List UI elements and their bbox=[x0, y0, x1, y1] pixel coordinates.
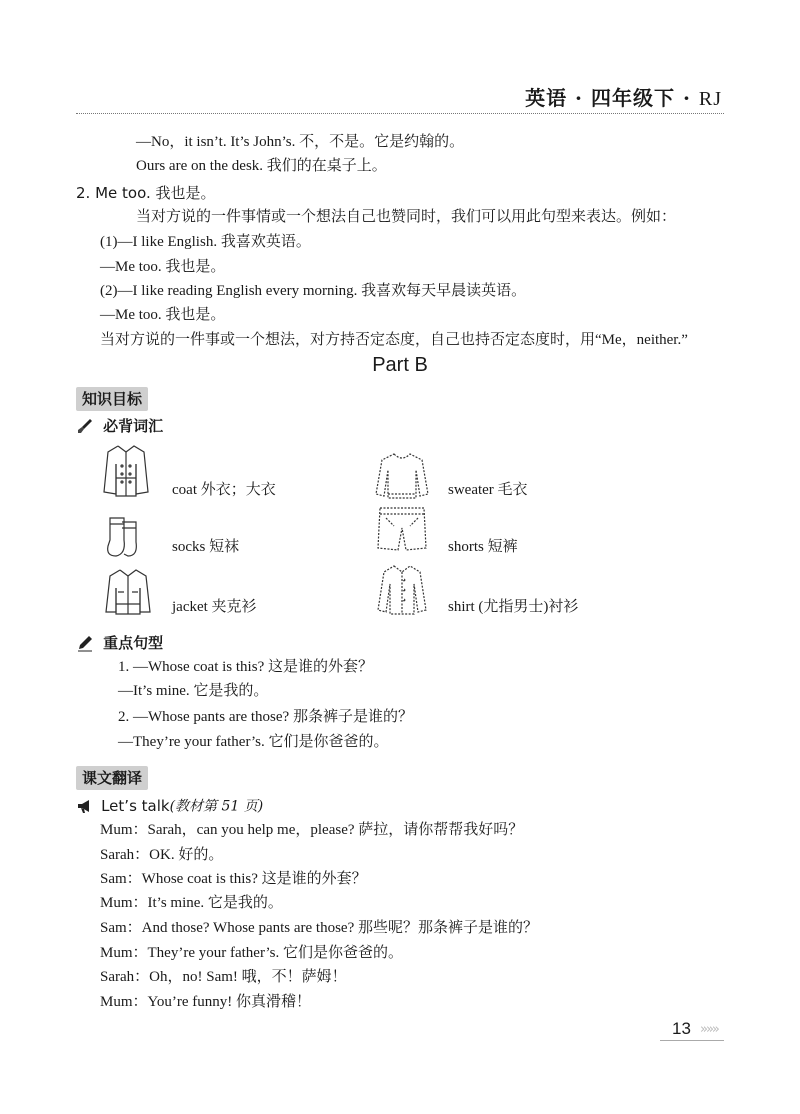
dialogue-line-7: Sarah：Oh，no! Sam! 哦，不！萨姆！ bbox=[100, 969, 347, 985]
vocab-coat: coat 外衣；大衣 bbox=[172, 482, 276, 498]
shorts-icon bbox=[374, 504, 426, 556]
vocab-heading-label: 必背词汇 bbox=[103, 416, 164, 435]
dialogue-line-3: Sam：Whose coat is this? 这是谁的外套？ bbox=[100, 871, 367, 887]
dialogue-line-8: Mum：You’re funny! 你真滑稽！ bbox=[100, 994, 311, 1010]
sentence-2-question: 2. —Whose pants are those? 那条裤子是谁的？ bbox=[118, 709, 413, 725]
point-2-explanation: 当对方说的一件事情或一个想法自己也赞同时，我们可以用此句型来表达。例如： bbox=[136, 209, 677, 225]
vocab-sweater: sweater 毛衣 bbox=[448, 482, 528, 498]
lets-talk-heading bbox=[76, 795, 263, 816]
example-1-question: (1)—I like English. 我喜欢英语。 bbox=[100, 234, 311, 250]
jacket-icon bbox=[102, 566, 154, 618]
dialogue-line-6: Mum：They’re your father’s. 它们是你爸爸的。 bbox=[100, 945, 404, 961]
dialogue-line-4: Mum：It’s mine. 它是我的。 bbox=[100, 895, 283, 911]
megaphone-icon bbox=[76, 798, 94, 814]
sentence-1-answer: —It’s mine. 它是我的。 bbox=[118, 683, 269, 699]
page-header-title bbox=[525, 82, 722, 111]
pen-icon bbox=[76, 634, 94, 652]
part-title: Part B bbox=[372, 354, 428, 376]
sentence-2-answer: —They’re your father’s. 它们是你爸爸的。 bbox=[118, 734, 389, 750]
intro-line-1: —No，it isn’t. It’s John’s. 不，不是。它是约翰的。 bbox=[136, 134, 465, 150]
dialogue-line-5: Sam：And those? Whose pants are those? 那些呢？那条裤子是谁的？ bbox=[100, 920, 538, 936]
intro-line-2: Ours are on the desk. 我们的在桌子上。 bbox=[136, 158, 387, 174]
footer-divider bbox=[660, 1040, 724, 1041]
knowledge-goals-label: 知识目标 bbox=[76, 387, 148, 411]
header-edition: RJ bbox=[698, 88, 722, 110]
sweater-icon bbox=[372, 450, 424, 502]
header-divider bbox=[76, 113, 724, 114]
sentences-heading-label: 重点句型 bbox=[103, 633, 164, 652]
coat-icon bbox=[100, 442, 152, 494]
example-2-answer: —Me too. 我也是。 bbox=[100, 307, 226, 323]
dialogue-line-2: Sarah：OK. 好的。 bbox=[100, 847, 224, 863]
lets-talk-title: Let’s talk bbox=[101, 796, 170, 815]
example-2-question: (2)—I like reading English every morning. 我喜欢每天早晨读英语。 bbox=[100, 283, 527, 299]
lets-talk-reference: (教材第 51 页) bbox=[169, 798, 264, 815]
negative-note: 当对方说的一件事或一个想法，对方持否定态度，自己也持否定态度时，用“Me，neither.” bbox=[100, 332, 688, 348]
vocab-jacket: jacket 夹克衫 bbox=[172, 599, 257, 615]
vocab-shirt: shirt (尤指男士)衬衫 bbox=[448, 599, 579, 615]
brush-icon bbox=[76, 417, 94, 435]
sentence-1-question: 1. —Whose coat is this? 这是谁的外套？ bbox=[118, 659, 373, 675]
shirt-icon bbox=[374, 562, 426, 614]
sentences-heading bbox=[76, 632, 163, 653]
socks-icon bbox=[104, 514, 156, 566]
page-number: 13 bbox=[672, 1019, 691, 1038]
point-2-heading: 2. Me too. 我也是。 bbox=[76, 184, 216, 202]
translation-label: 课文翻译 bbox=[76, 766, 148, 790]
vocab-heading bbox=[76, 415, 163, 436]
example-1-answer: —Me too. 我也是。 bbox=[100, 259, 226, 275]
vocab-shorts: shorts 短裤 bbox=[448, 539, 518, 555]
vocab-socks: socks 短袜 bbox=[172, 539, 240, 555]
dialogue-line-1: Mum：Sarah，can you help me，please? 萨拉，请你帮帮我好吗？ bbox=[100, 822, 524, 838]
page-arrows-icon: »»» bbox=[700, 1022, 718, 1037]
header-subject: 英语 · 四年级下 · bbox=[525, 86, 699, 110]
